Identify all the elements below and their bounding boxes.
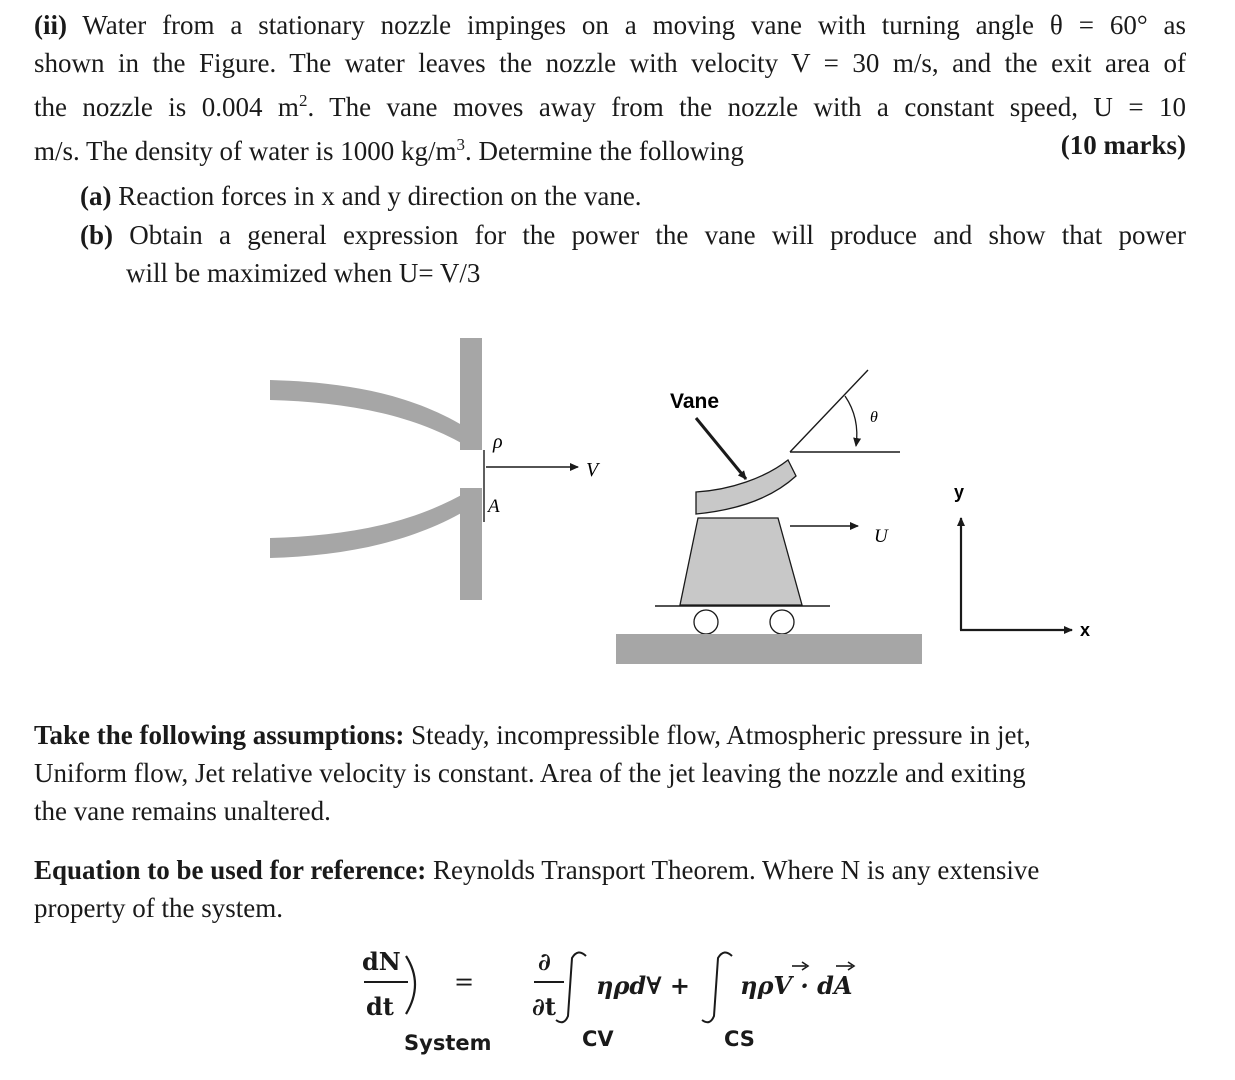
cart-wheel-right: [770, 610, 794, 634]
eq-integral-cs: [702, 952, 732, 1022]
eq-integral-cv: [556, 952, 586, 1022]
part-a-label: (a): [80, 181, 112, 211]
cart-body: [680, 518, 802, 605]
assumptions-line-3: the vane remains unaltered.: [34, 796, 331, 826]
ground: [616, 634, 922, 664]
x-axis-label: x: [1080, 620, 1091, 640]
density-unit-exponent: 3: [456, 135, 465, 154]
problem-text-3a: the nozzle is 0.004 m: [34, 92, 299, 122]
nozzle-lower-wall: [270, 490, 470, 558]
problem-line-4: [34, 126, 1186, 170]
part-b: [80, 216, 1186, 292]
y-axis-label: y: [954, 482, 965, 502]
eq-term-2: ηρV · dA: [740, 971, 853, 1000]
velocity-label: V: [586, 459, 599, 481]
area-label: A: [488, 496, 500, 517]
part-b-text-1: Obtain a general expression for the power the vane will produce and show that power: [129, 220, 1187, 250]
vane-figure: [260, 330, 1120, 675]
nozzle-upper-plate: [460, 338, 482, 450]
assumptions: [34, 716, 1186, 830]
problem-label: (ii): [34, 10, 67, 40]
problem-text-1: Water from a stationary nozzle impinges on a moving vane with turning angle θ = 60° as: [82, 10, 1187, 40]
eq-system-label: System: [404, 1031, 492, 1055]
assumptions-heading: Take the following assumptions:: [34, 720, 405, 750]
nozzle: [270, 338, 482, 600]
part-b-text-2: will be maximized when U= V/3: [126, 258, 481, 288]
area-unit-exponent: 2: [298, 91, 308, 110]
problem-line-2: [34, 44, 1186, 82]
problem-text-3b: . The vane moves away from the nozzle with a constant speed, U = 10: [307, 92, 1186, 122]
problem-text-2: shown in the Figure. The water leaves the nozzle with velocity V = 30 m/s, and the exit area of: [34, 48, 1186, 78]
eq-dN: dN: [362, 947, 401, 976]
vane-pointer-arrow: [696, 418, 746, 479]
reference-heading: Equation to be used for reference:: [34, 855, 427, 885]
marks: (10 marks): [1060, 130, 1186, 160]
assumptions-line-2: Uniform flow, Jet relative velocity is constant. Area of the jet leaving the nozzle and exiting: [34, 758, 1026, 788]
eq-cv-label: CV: [582, 1027, 614, 1051]
rho-label: ρ: [493, 431, 503, 453]
problem-line-3: [34, 82, 1186, 126]
part-a-text: Reaction forces in x and y direction on the vane.: [118, 181, 642, 211]
angle-arc: [845, 396, 857, 446]
speed-label: U: [874, 526, 888, 547]
vane-blade: [696, 460, 796, 514]
problem-statement: [34, 6, 1186, 170]
problem-text-4a: m/s. The density of water is 1000 kg/m: [34, 136, 457, 166]
eq-equals: =: [454, 968, 475, 996]
cart-wheel-left: [694, 610, 718, 634]
eq-cs-label: CS: [724, 1027, 755, 1051]
vane-label: Vane: [670, 390, 720, 413]
reference: [34, 851, 1186, 927]
part-b-label: (b): [80, 220, 113, 250]
reference-line-2: property of the system.: [34, 893, 283, 923]
eq-paren: [406, 956, 415, 1014]
reference-line-1: Reynolds Transport Theorem. Where N is any extensive: [426, 855, 1040, 885]
problem-text-4b: . Determine the following: [464, 136, 744, 166]
nozzle-lower-plate: [460, 488, 482, 600]
part-a: [80, 177, 1186, 215]
eq-dt: dt: [366, 992, 394, 1021]
eq-partial-num: ∂: [538, 947, 551, 976]
theta-label: θ: [870, 409, 878, 426]
reynolds-equation: [350, 940, 910, 1065]
problem-line-1: [34, 6, 1186, 44]
assumptions-line-1: Steady, incompressible flow, Atmospheric pressure in jet,: [404, 720, 1031, 750]
eq-partial-den: ∂t: [532, 992, 556, 1021]
nozzle-upper-wall: [270, 380, 470, 448]
eq-term-1: ηρd∀ +: [596, 971, 691, 1000]
